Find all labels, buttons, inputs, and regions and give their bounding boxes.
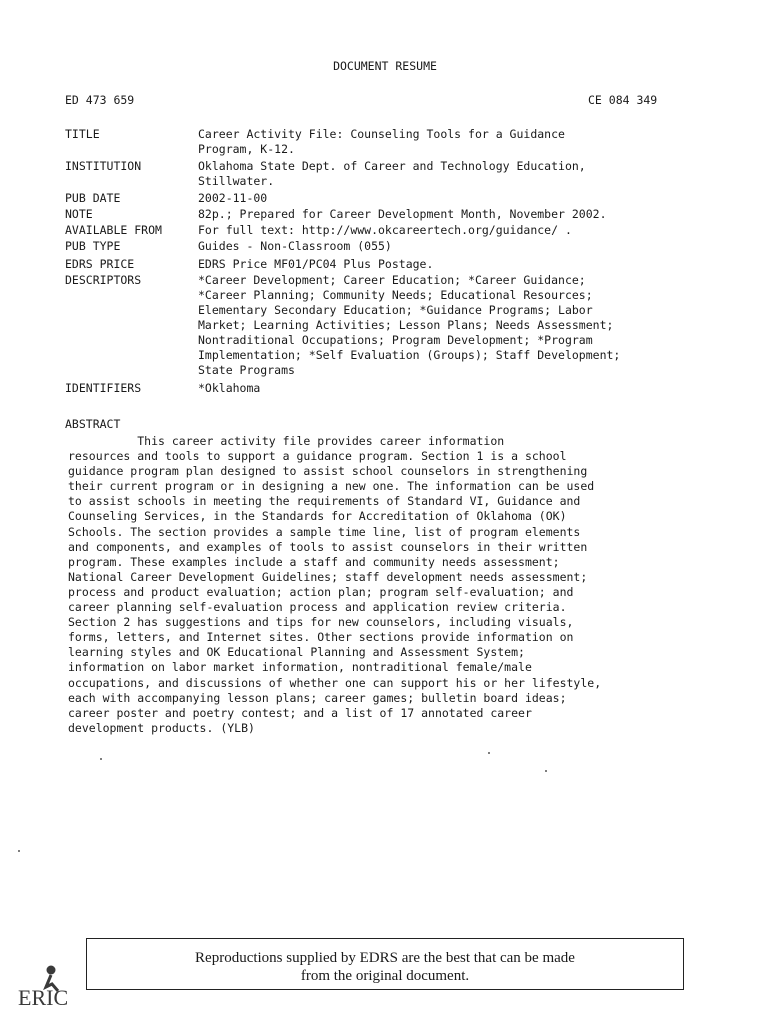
- abstract-line: learning styles and OK Educational Planning and Assessment System;: [68, 645, 525, 660]
- ce-number: CE 084 349: [588, 93, 658, 107]
- field-label: TITLE: [65, 127, 100, 141]
- field-value: [198, 127, 565, 157]
- abstract-line: occupations, and discussions of whether one can support his or her lifestyle,: [68, 675, 602, 690]
- abstract-line: Section 2 has suggestions and tips for new counselors, including visuals,: [68, 615, 574, 630]
- reproduction-line-1: Reproductions supplied by EDRS are the best that can be made: [195, 950, 575, 966]
- abstract-line: information on labor market information, nontraditional female/male: [68, 660, 532, 675]
- field-value: [198, 223, 572, 238]
- abstract-line: and components, and examples of tools to assist counselors in their written: [68, 539, 588, 554]
- abstract-line: to assist schools in meeting the requirements of Standard VI, Guidance and: [68, 494, 581, 509]
- abstract-line: their current program or in designing a new one. The information can be used: [68, 479, 595, 494]
- field-value-line: Guides - Non-Classroom (055): [198, 239, 392, 253]
- abstract-line: Schools. The section provides a sample time line, list of program elements: [68, 524, 581, 539]
- field-value: [198, 239, 392, 254]
- field-value-line: 82p.; Prepared for Career Development Month, November 2002.: [198, 207, 607, 221]
- abstract-line: Counseling Services, in the Standards for Accreditation of Oklahoma (OK): [68, 509, 567, 524]
- eric-logo: [16, 963, 74, 1009]
- field-value-line: Elementary Secondary Education; *Guidance Programs; Labor: [198, 303, 593, 317]
- abstract-line: process and product evaluation; action plan; program self-evaluation; and: [68, 584, 574, 599]
- abstract-line: National Career Development Guidelines; staff development needs assessment;: [68, 569, 588, 584]
- document-heading: DOCUMENT RESUME: [333, 59, 437, 73]
- field-label: PUB DATE: [65, 191, 121, 205]
- abstract-label: ABSTRACT: [65, 417, 121, 431]
- abstract-line: program. These examples include a staff and community needs assessment;: [68, 554, 560, 569]
- field-value-line: Nontraditional Occupations; Program Development; *Program: [198, 333, 593, 347]
- abstract-line: career poster and poetry contest; and a list of 17 annotated career: [68, 705, 532, 720]
- field-value: [198, 257, 433, 272]
- field-label: IDENTIFIERS: [65, 381, 142, 395]
- field-label: NOTE: [65, 207, 93, 221]
- field-label: PUB TYPE: [65, 239, 121, 253]
- field-value-line: Stillwater.: [198, 174, 275, 188]
- field-value: [198, 191, 267, 206]
- field-value-line: *Career Development; Career Education; *Career Guidance;: [198, 273, 586, 287]
- abstract-line: career planning self-evaluation process and application review criteria.: [68, 600, 567, 615]
- field-label: INSTITUTION: [65, 159, 142, 173]
- field-value: [198, 273, 620, 378]
- field-value-line: EDRS Price MF01/PC04 Plus Postage.: [198, 257, 434, 271]
- scan-speck: [545, 770, 547, 772]
- field-value-line: *Oklahoma: [198, 381, 261, 395]
- field-value-line: *Career Planning; Community Needs; Educational Resources;: [198, 288, 593, 302]
- abstract-line: development products. (YLB): [68, 720, 255, 735]
- abstract-line: guidance program plan designed to assist school counselors in strengthening: [68, 464, 588, 479]
- field-value-line: 2002-11-00: [198, 191, 268, 205]
- abstract-line: forms, letters, and Internet sites. Other sections provide information on: [68, 630, 574, 645]
- field-value: [198, 159, 586, 189]
- reproduction-notice: [86, 938, 684, 990]
- field-value-line: State Programs: [198, 363, 295, 377]
- reproduction-line-2: from the original document.: [300, 968, 470, 984]
- eric-logo-head: [47, 966, 56, 975]
- field-value-line: For full text: http://www.okcareertech.org/guidance/ .: [198, 223, 572, 237]
- ed-number: ED 473 659: [65, 93, 135, 107]
- field-value-line: Program, K-12.: [198, 142, 295, 156]
- abstract-line: This career activity file provides career information: [68, 434, 505, 448]
- field-label: DESCRIPTORS: [65, 273, 142, 287]
- field-label: EDRS PRICE: [65, 257, 135, 271]
- field-value: [198, 381, 260, 396]
- field-value-line: Implementation; *Self Evaluation (Groups); Staff Development;: [198, 348, 621, 362]
- abstract-line: resources and tools to support a guidance program. Section 1 is a school: [68, 449, 567, 464]
- field-label: AVAILABLE FROM: [65, 223, 162, 237]
- scan-speck: [488, 752, 490, 754]
- eric-logo-text: ERIC: [18, 985, 69, 1009]
- abstract-line: each with accompanying lesson plans; career games; bulletin board ideas;: [68, 690, 567, 705]
- abstract-body: [68, 434, 708, 736]
- field-value: [198, 207, 607, 222]
- field-value-line: Oklahoma State Dept. of Career and Technology Education,: [198, 159, 586, 173]
- field-value-line: Market; Learning Activities; Lesson Plans; Needs Assessment;: [198, 318, 614, 332]
- scan-speck: [100, 758, 102, 760]
- field-value-line: Career Activity File: Counseling Tools for a Guidance: [198, 127, 565, 141]
- scan-speck: [18, 850, 20, 852]
